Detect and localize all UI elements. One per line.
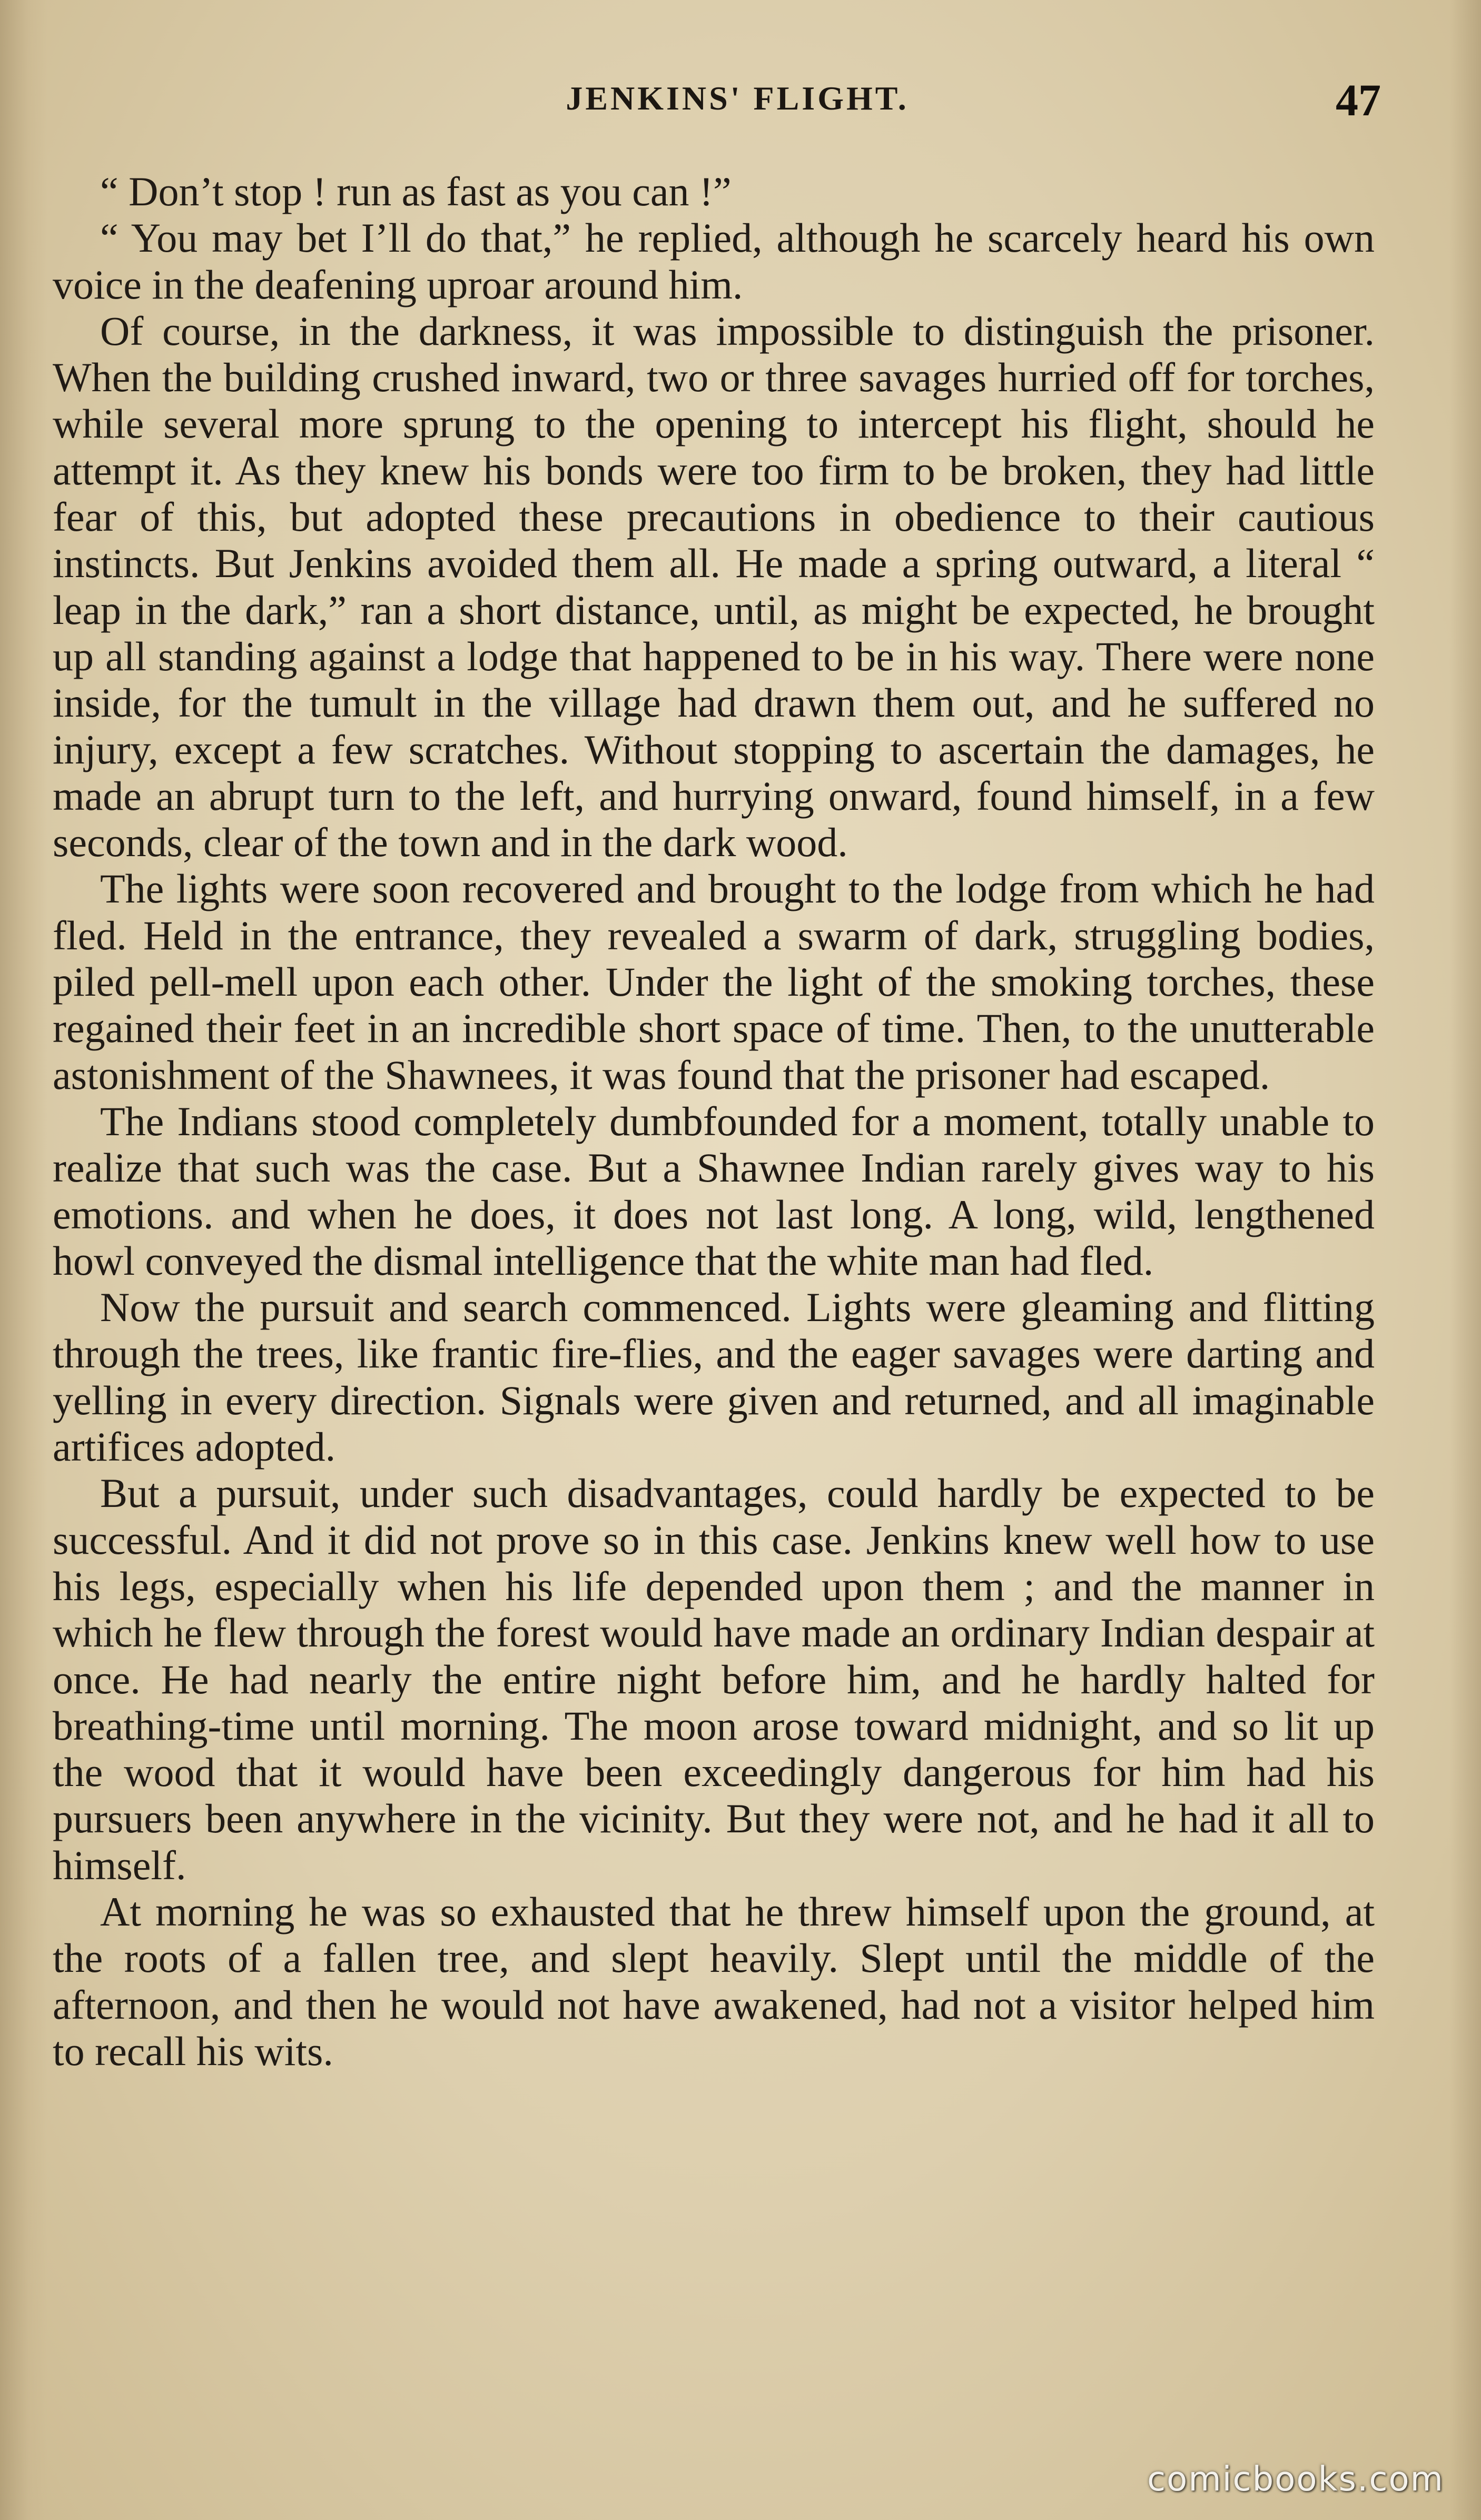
paragraph: “ You may bet I’ll do that,” he replied, although he scarcely heard his own voice in the deafening uproar around him.	[53, 215, 1375, 307]
page-number: 47	[1336, 75, 1381, 125]
paragraph: At morning he was so exhausted that he threw himself upon the ground, at the roots of a fallen tree, and slept heavily. Slept until the middle of the afternoon, and then he would not have awakened, had not a visitor helped him to recall his wits.	[53, 1888, 1375, 2074]
paragraph: The Indians stood completely dumbfounded for a moment, totally unable to realize that such was the case. But a Shawnee Indian rarely gives way to his emotions. and when he does, it does not last long. A long, wild, lengthened howl conveyed the dismal intelligence that the white man had fled.	[53, 1098, 1375, 1284]
page-edge-shadow-left	[0, 0, 47, 2520]
paragraph: But a pursuit, under such disadvantages, could hardly be expected to be successful. And it did not prove so in this case. Jenkins knew well how to use his legs, especially when his life depended upon them ; and the manner in which he flew through the forest would have made an ordinary Indian despair at once. He had nearly the entire night before him, and he hardly halted for breathing-time until morning. The moon arose toward midnight, and so lit up the wood that it would have been exceedingly dangerous for him had his pursuers been anywhere in the vicinity. But they were not, and he had it all to himself.	[53, 1470, 1375, 1888]
body-text	[53, 168, 1375, 2075]
paragraph: “ Don’t stop ! run as fast as you can !”	[100, 168, 732, 214]
page-header	[0, 74, 1481, 137]
page-edge-shadow-right	[1449, 0, 1481, 2520]
paragraph: The lights were soon recovered and brought to the lodge from which he had fled. Held in the entrance, they revealed a swarm of dark, struggling bodies, piled pell-mell upon each other. Under the light of the smoking torches, these regained their feet in an incredible short space of time. Then, to the unutterable astonishment of the Shawnees, it was found that the prisoner had escaped.	[53, 866, 1375, 1098]
running-title: JENKINS' FLIGHT.	[566, 80, 909, 117]
paragraph: Of course, in the darkness, it was impossible to distinguish the prisoner. When the building crushed inward, two or three savages hurried off for torches, while several more sprung to the opening to intercept his flight, should he attempt it. As they knew his bonds were too firm to be broken, they had little fear of this, but adopted these precautions in obedience to their cautious instincts. But Jenkins avoided them all. He made a spring outward, a literal “ leap in the dark,” ran a short distance, until, as might be expected, he brought up all standing against a lodge that happened to be in his way. There were none inside, for the tumult in the village had drawn them out, and he suffered no injury, except a few scratches. Without stopping to ascertain the damages, he made an abrupt turn to the left, and hurrying onward, found himself, in a few seconds, clear of the town and in the dark wood.	[53, 307, 1375, 866]
watermark: comicbooks.com	[1147, 2460, 1444, 2499]
paragraph: Now the pursuit and search commenced. Lights were gleaming and flitting through the trees, like frantic fire-flies, and the eager savages were darting and yelling in every direction. Signals were given and returned, and all imaginable artifices adopted.	[53, 1284, 1375, 1470]
